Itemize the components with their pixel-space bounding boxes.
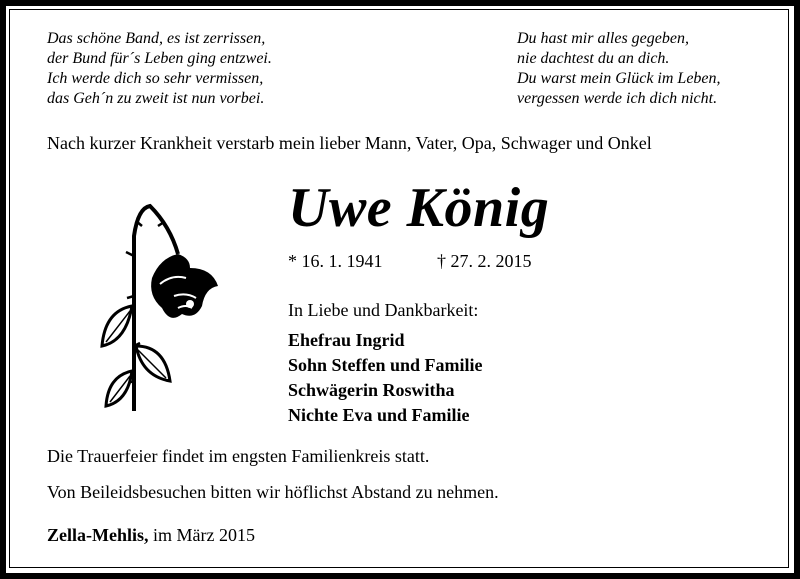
birth-date: * 16. 1. 1941 [288, 251, 383, 271]
family-list [288, 328, 483, 428]
condolences-text: Von Beileidsbesuchen bitten wir höflichst Abstand zu nehmen. [47, 482, 499, 502]
gratitude-text: In Liebe und Dankbarkeit: [288, 300, 479, 320]
wilted-rose-icon [90, 196, 230, 416]
funeral-text: Die Trauerfeier findet im engsten Familienkreis statt. [47, 446, 430, 466]
deceased-name: Uwe König [288, 177, 550, 239]
poem-line: Du hast mir alles gegeben, [517, 30, 689, 47]
poem-line: nie dachtest du an dich. [517, 50, 670, 67]
poem-line: Ich werde dich so sehr vermissen, [47, 70, 264, 87]
family-member: Ehefrau Ingrid [288, 330, 405, 350]
poem-line: das Geh´n zu zweit ist nun vorbei. [47, 90, 265, 107]
place: Zella-Mehlis, [47, 525, 149, 545]
poem-line: Du warst mein Glück im Leben, [517, 70, 721, 87]
poem-line: Das schöne Band, es ist zerrissen, [47, 30, 266, 47]
place-date [47, 525, 255, 546]
intro-text: Nach kurzer Krankheit verstarb mein lieber Mann, Vater, Opa, Schwager und Onkel [47, 133, 652, 153]
death-date: † 27. 2. 2015 [437, 251, 532, 271]
family-member: Nichte Eva und Familie [288, 405, 470, 425]
family-member: Schwägerin Roswitha [288, 380, 455, 400]
family-member: Sohn Steffen und Familie [288, 355, 483, 375]
poem-left [47, 29, 272, 109]
date: im März 2015 [148, 525, 255, 545]
poem-line: der Bund für´s Leben ging entzwei. [47, 50, 272, 67]
poem-right [517, 29, 721, 109]
poem-line: vergessen werde ich dich nicht. [517, 90, 718, 107]
